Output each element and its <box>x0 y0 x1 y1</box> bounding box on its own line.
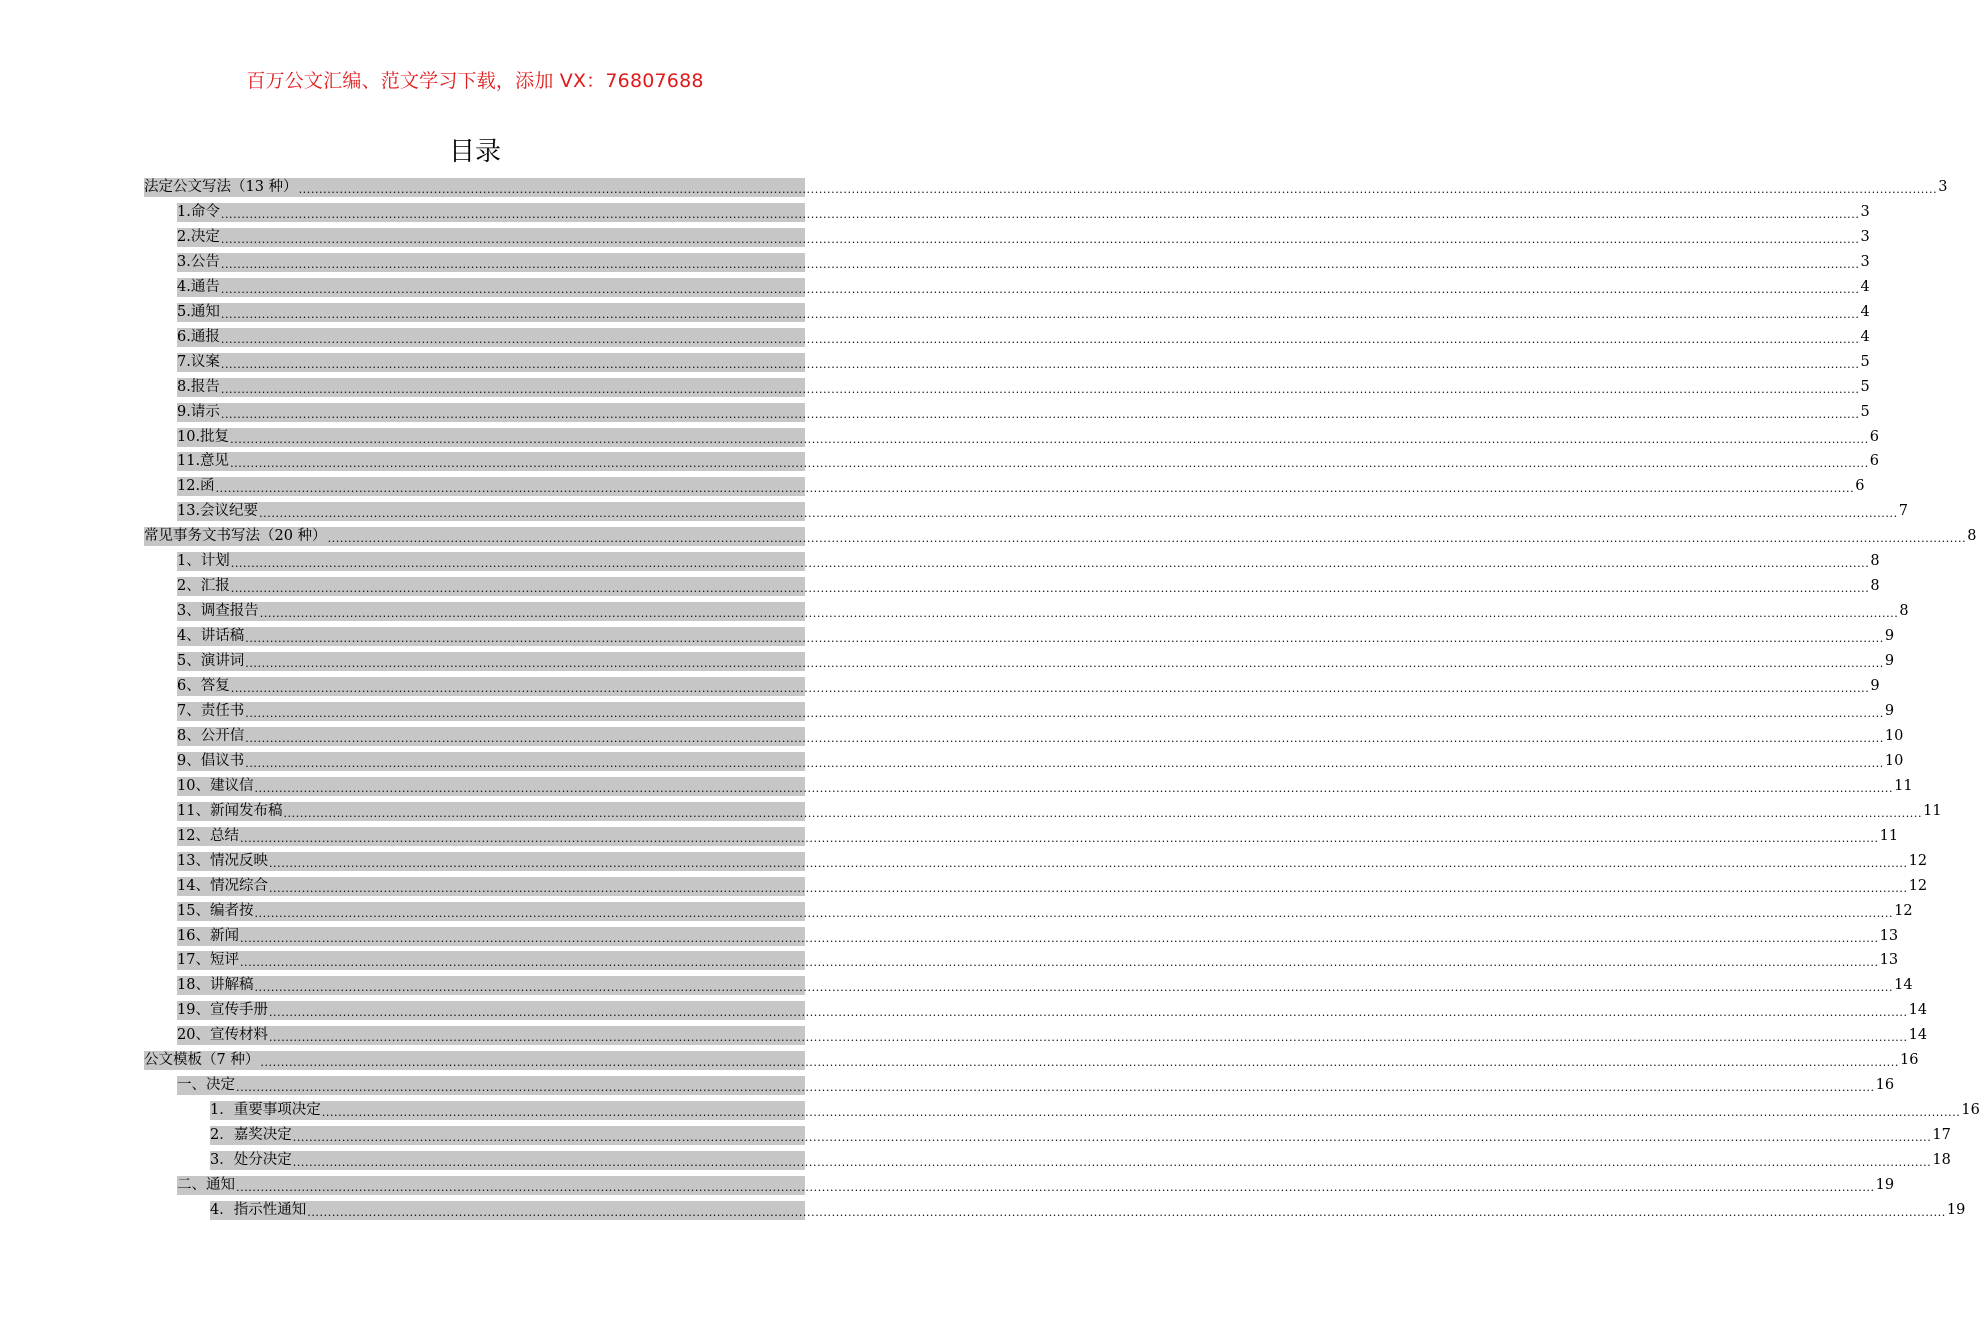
toc-entry-page: 3 <box>1860 228 1870 245</box>
toc-entry[interactable] <box>210 1151 1951 1170</box>
toc-entry-page: 19 <box>1875 1177 1895 1193</box>
toc-entry-label: 13.会议纪要 <box>177 503 259 520</box>
toc-entry-page: 7 <box>1898 503 1908 520</box>
toc-entry-page: 4 <box>1860 303 1870 320</box>
toc-leader-dots: ................................................................................................................................................................................................................................................................................................................................................................................................................ <box>220 407 1860 421</box>
toc-leader-dots: ................................................................................................................................................................................................................................................................................................................................................................................................................ <box>254 781 1894 795</box>
toc-entry[interactable] <box>177 1026 1928 1045</box>
toc-entry[interactable] <box>210 1101 1980 1120</box>
toc-entry[interactable] <box>144 178 1948 197</box>
toc-leader-dots: ................................................................................................................................................................................................................................................................................................................................................................................................................ <box>230 432 1869 446</box>
toc-entry-label: 4、讲话稿 <box>177 628 245 645</box>
toc-entry[interactable] <box>177 976 1913 995</box>
toc-entry-page: 11 <box>1894 777 1913 794</box>
toc-entry-page: 11 <box>1923 802 1942 819</box>
toc-entry[interactable] <box>177 502 1908 521</box>
toc-entry-label: 15、编者按 <box>177 902 254 919</box>
toc-entry[interactable] <box>177 353 1870 372</box>
toc-entry-page: 12 <box>1894 902 1913 919</box>
toc-entry-label: 3、调查报告 <box>177 603 259 620</box>
toc-entry-label: 12.函 <box>177 478 215 495</box>
toc-entry-page: 9 <box>1884 702 1895 719</box>
toc-entry-page: 18 <box>1932 1152 1951 1169</box>
toc-entry[interactable] <box>177 1176 1895 1195</box>
toc-entry-page: 9 <box>1870 678 1880 694</box>
toc-leader-dots: ................................................................................................................................................................................................................................................................................................................................................................................................................ <box>245 731 1884 745</box>
toc-entry-label: 13、情况反映 <box>177 852 268 869</box>
toc-entry[interactable] <box>177 577 1880 596</box>
toc-leader-dots: ................................................................................................................................................................................................................................................................................................................................................................................................................ <box>321 1106 1961 1120</box>
toc-entry-label: 4.通告 <box>177 278 220 295</box>
toc-leader-dots: ................................................................................................................................................................................................................................................................................................................................................................................................................ <box>268 1006 1908 1020</box>
toc-entry-page: 16 <box>1899 1052 1919 1069</box>
toc-entry[interactable] <box>177 802 1942 821</box>
toc-entry[interactable] <box>177 203 1870 222</box>
toc-leader-dots: ................................................................................................................................................................................................................................................................................................................................................................................................................ <box>220 207 1860 221</box>
toc-entry[interactable] <box>177 752 1904 771</box>
toc-entry-page: 6 <box>1869 428 1879 445</box>
toc-entry[interactable] <box>177 228 1870 247</box>
toc-entry-label: 10、建议信 <box>177 777 254 794</box>
header-banner: 百万公文汇编、范文学习下载，添加 VX：76807688 <box>246 70 704 92</box>
toc-entry-page: 12 <box>1908 852 1928 869</box>
toc-entry[interactable] <box>177 328 1870 347</box>
toc-entry-label: 9.请示 <box>177 403 220 420</box>
toc-entry-label: 8.报告 <box>177 378 220 395</box>
toc-entry-page: 5 <box>1860 353 1870 370</box>
toc-leader-dots: ................................................................................................................................................................................................................................................................................................................................................................................................................ <box>268 881 1908 895</box>
toc-entry-label: 9、倡议书 <box>177 752 245 769</box>
toc-leader-dots: ................................................................................................................................................................................................................................................................................................................................................................................................................ <box>230 457 1869 471</box>
toc-leader-dots: ................................................................................................................................................................................................................................................................................................................................................................................................................ <box>220 307 1860 321</box>
toc-entry-page: 14 <box>1908 1002 1928 1019</box>
toc-entry-page: 5 <box>1860 378 1870 395</box>
toc-entry-label: 7.议案 <box>177 353 220 370</box>
toc-entry-page: 14 <box>1894 977 1913 994</box>
toc-entry[interactable] <box>177 428 1879 447</box>
toc-leader-dots: ................................................................................................................................................................................................................................................................................................................................................................................................................ <box>298 183 1938 196</box>
toc-entry-label: 17、短评 <box>177 952 239 969</box>
toc-leader-dots: ................................................................................................................................................................................................................................................................................................................................................................................................................ <box>268 856 1908 870</box>
toc-entry[interactable] <box>177 951 1899 970</box>
toc-leader-dots: ................................................................................................................................................................................................................................................................................................................................................................................................................ <box>292 1156 1932 1170</box>
toc-entry[interactable] <box>177 677 1880 696</box>
toc-entry[interactable] <box>144 527 1977 546</box>
toc-entry[interactable] <box>177 627 1895 646</box>
toc-entry-page: 13 <box>1879 952 1899 969</box>
toc-entry[interactable] <box>177 777 1913 796</box>
toc-entry-label: 3．处分决定 <box>210 1152 292 1169</box>
toc-entry-label: 20、宣传材料 <box>177 1027 268 1044</box>
toc-entry[interactable] <box>144 1051 1919 1070</box>
toc-entry-label: 5.通知 <box>177 303 220 320</box>
toc-entry-label: 2、汇报 <box>177 578 230 595</box>
toc-leader-dots: ................................................................................................................................................................................................................................................................................................................................................................................................................ <box>230 557 1870 571</box>
toc-entry-page: 16 <box>1875 1077 1895 1094</box>
toc-entry-label: 1.命令 <box>177 203 220 220</box>
toc-leader-dots: ................................................................................................................................................................................................................................................................................................................................................................................................................ <box>245 657 1884 671</box>
toc-entry-page: 19 <box>1946 1201 1966 1218</box>
toc-entry-page: 9 <box>1884 628 1895 645</box>
toc-leader-dots: ................................................................................................................................................................................................................................................................................................................................................................................................................ <box>260 1056 1899 1070</box>
toc-entry-label: 5、演讲词 <box>177 653 245 670</box>
toc-entry-page: 16 <box>1961 1102 1980 1119</box>
toc-entry-label: 3.公告 <box>177 253 220 270</box>
toc-entry[interactable] <box>210 1126 1951 1145</box>
toc-entry-label: 法定公文写法（13 种） <box>144 179 298 195</box>
page-title: 目录 <box>448 137 501 167</box>
toc-entry-page: 6 <box>1855 478 1865 495</box>
toc-entry-label: 公文模板（7 种） <box>144 1052 260 1069</box>
toc-entry-label: 11.意见 <box>177 453 230 470</box>
toc-entry-page: 8 <box>1967 528 1977 545</box>
toc-entry-label: 7、责任书 <box>177 702 245 719</box>
toc-leader-dots: ................................................................................................................................................................................................................................................................................................................................................................................................................ <box>283 806 1923 820</box>
toc-entry-label: 4．指示性通知 <box>210 1201 307 1218</box>
toc-entry[interactable] <box>177 927 1899 946</box>
toc-leader-dots: ................................................................................................................................................................................................................................................................................................................................................................................................................ <box>220 357 1860 371</box>
toc-entry-label: 10.批复 <box>177 428 230 445</box>
toc-entry[interactable] <box>177 403 1870 422</box>
toc-entry[interactable] <box>177 1076 1895 1095</box>
toc-entry[interactable] <box>177 727 1904 746</box>
toc-entry-page: 17 <box>1932 1127 1951 1144</box>
toc-entry[interactable] <box>177 827 1899 846</box>
toc-entry-page: 12 <box>1908 877 1928 894</box>
toc-entry-label: 11、新闻发布稿 <box>177 802 283 819</box>
toc-entry-label: 常见事务文书写法（20 种） <box>144 528 327 545</box>
toc-leader-dots: ................................................................................................................................................................................................................................................................................................................................................................................................................ <box>268 1031 1908 1045</box>
toc-entry-label: 6、答复 <box>177 678 230 694</box>
toc-entry[interactable] <box>177 278 1870 297</box>
toc-entry-page: 10 <box>1884 752 1904 769</box>
toc-entry[interactable] <box>177 852 1928 871</box>
toc-leader-dots: ................................................................................................................................................................................................................................................................................................................................................................................................................ <box>254 906 1894 920</box>
toc-entry-label: 一、决定 <box>177 1077 235 1094</box>
toc-leader-dots: ................................................................................................................................................................................................................................................................................................................................................................................................................ <box>220 382 1860 396</box>
toc-entry-page: 10 <box>1884 727 1904 744</box>
toc-leader-dots: ................................................................................................................................................................................................................................................................................................................................................................................................................ <box>259 607 1899 621</box>
toc-entry-page: 8 <box>1870 553 1880 570</box>
toc-entry-page: 3 <box>1860 203 1870 220</box>
toc-leader-dots: ................................................................................................................................................................................................................................................................................................................................................................................................................ <box>236 1181 1875 1194</box>
toc-entry-label: 16、新闻 <box>177 927 239 944</box>
toc-leader-dots: ................................................................................................................................................................................................................................................................................................................................................................................................................ <box>245 632 1884 646</box>
toc-entry[interactable] <box>177 378 1870 397</box>
toc-entry-label: 12、总结 <box>177 827 239 844</box>
toc-entry[interactable] <box>177 652 1895 671</box>
toc-entry-page: 14 <box>1908 1027 1928 1044</box>
toc-entry[interactable] <box>177 1001 1928 1020</box>
toc-leader-dots: ................................................................................................................................................................................................................................................................................................................................................................................................................ <box>327 532 1967 546</box>
toc-entry[interactable] <box>177 253 1870 272</box>
toc-entry[interactable] <box>210 1201 1966 1220</box>
toc-entry-page: 4 <box>1860 278 1870 295</box>
toc-entry[interactable] <box>177 477 1865 496</box>
toc-entry-page: 6 <box>1869 453 1879 470</box>
toc-leader-dots: ................................................................................................................................................................................................................................................................................................................................................................................................................ <box>239 931 1879 945</box>
toc-entry-page: 3 <box>1938 179 1948 195</box>
toc-leader-dots: ................................................................................................................................................................................................................................................................................................................................................................................................................ <box>230 582 1870 596</box>
toc-entry[interactable] <box>177 702 1895 721</box>
toc-leader-dots: ................................................................................................................................................................................................................................................................................................................................................................................................................ <box>220 232 1860 246</box>
toc-entry-label: 1、计划 <box>177 553 230 570</box>
toc-leader-dots: ................................................................................................................................................................................................................................................................................................................................................................................................................ <box>215 482 1855 496</box>
toc-leader-dots: ................................................................................................................................................................................................................................................................................................................................................................................................................ <box>220 332 1860 346</box>
toc-leader-dots: ................................................................................................................................................................................................................................................................................................................................................................................................................ <box>236 1081 1875 1095</box>
toc-entry[interactable] <box>177 902 1913 921</box>
toc-entry-page: 8 <box>1899 603 1909 620</box>
toc-leader-dots: ................................................................................................................................................................................................................................................................................................................................................................................................................ <box>239 831 1879 845</box>
toc-entry-page: 9 <box>1884 653 1895 670</box>
toc-entry-label: 14、情况综合 <box>177 877 268 894</box>
toc-leader-dots: ................................................................................................................................................................................................................................................................................................................................................................................................................ <box>239 956 1879 970</box>
toc-entry-label: 8、公开信 <box>177 727 245 744</box>
toc-entry-page: 3 <box>1860 253 1870 270</box>
toc-entry-label: 6.通报 <box>177 328 220 345</box>
toc-entry[interactable] <box>177 602 1909 621</box>
toc-entry[interactable] <box>177 877 1928 896</box>
toc-entry-page: 8 <box>1870 578 1880 595</box>
toc-entry-page: 5 <box>1860 403 1870 420</box>
toc-leader-dots: ................................................................................................................................................................................................................................................................................................................................................................................................................ <box>220 257 1860 271</box>
toc-entry[interactable] <box>177 452 1879 471</box>
toc-leader-dots: ................................................................................................................................................................................................................................................................................................................................................................................................................ <box>245 706 1884 720</box>
toc-leader-dots: ................................................................................................................................................................................................................................................................................................................................................................................................................ <box>220 282 1860 296</box>
toc-leader-dots: ................................................................................................................................................................................................................................................................................................................................................................................................................ <box>230 682 1870 695</box>
toc-leader-dots: ................................................................................................................................................................................................................................................................................................................................................................................................................ <box>254 981 1894 995</box>
toc-leader-dots: ................................................................................................................................................................................................................................................................................................................................................................................................................ <box>307 1205 1946 1219</box>
toc-entry-label: 1．重要事项决定 <box>210 1102 321 1119</box>
toc-leader-dots: ................................................................................................................................................................................................................................................................................................................................................................................................................ <box>259 507 1898 521</box>
toc-entry-label: 2.决定 <box>177 228 220 245</box>
toc-entry[interactable] <box>177 303 1870 322</box>
toc-entry-label: 18、讲解稿 <box>177 977 254 994</box>
toc-entry-page: 11 <box>1879 827 1899 844</box>
toc-entry-label: 2．嘉奖决定 <box>210 1127 292 1144</box>
toc-entry[interactable] <box>177 552 1880 571</box>
toc-leader-dots: ................................................................................................................................................................................................................................................................................................................................................................................................................ <box>245 756 1884 770</box>
toc-entry-label: 二、通知 <box>177 1177 235 1193</box>
toc-entry-page: 4 <box>1860 328 1870 345</box>
toc-entry-page: 13 <box>1879 927 1899 944</box>
toc-entry-label: 19、宣传手册 <box>177 1002 268 1019</box>
toc-leader-dots: ................................................................................................................................................................................................................................................................................................................................................................................................................ <box>292 1131 1932 1145</box>
